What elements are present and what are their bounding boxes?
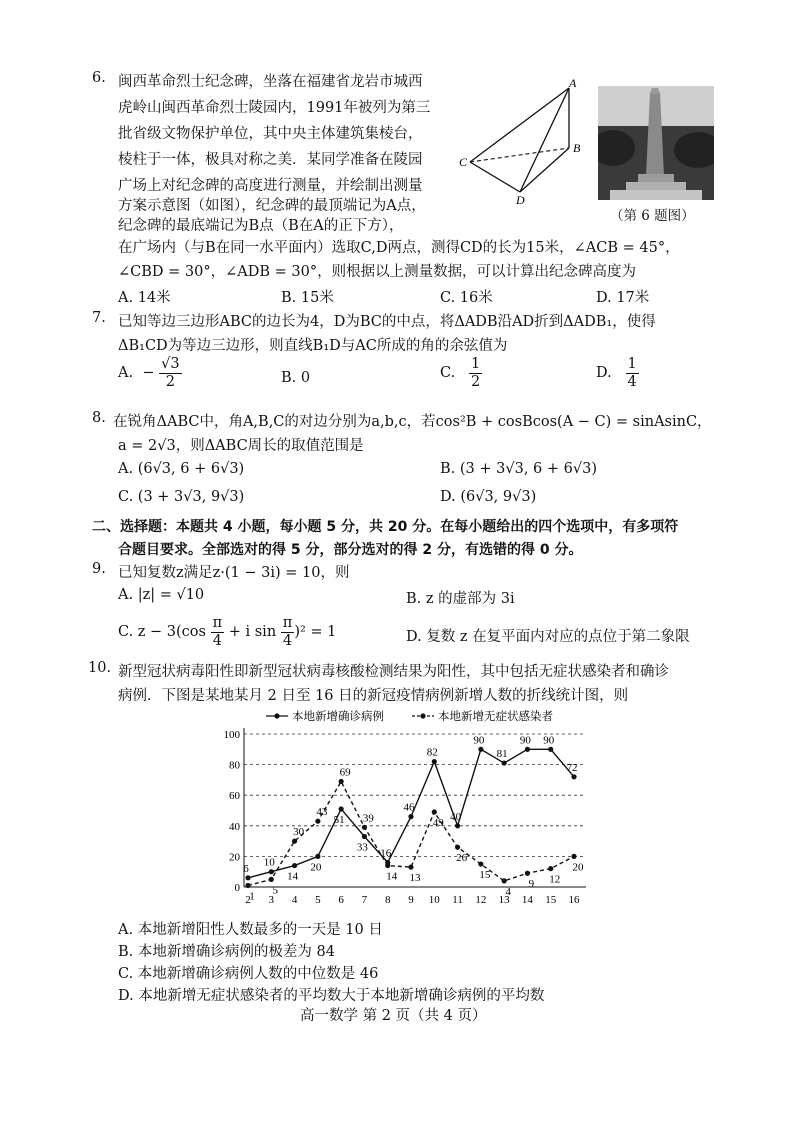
point-a-label: A <box>569 76 577 90</box>
y-tick-60: 60 <box>229 790 240 803</box>
point-confirmed-13 <box>502 760 507 765</box>
point-confirmed-2 <box>245 875 250 880</box>
data-label-asymptomatic-15: 12 <box>549 873 561 886</box>
q6-line-6: 方案示意图（如图），纪念碑的最顶端记为A点， <box>118 198 426 214</box>
q9-option-c <box>118 615 336 649</box>
point-confirmed-6 <box>339 806 344 811</box>
q9-option-b: B. z 的虚部为 3i <box>406 591 515 607</box>
q9-c-pi-2: π <box>282 615 293 631</box>
x-tick-2: 2 <box>245 894 251 906</box>
q6-line-1: 闽西革命烈士纪念碑，坐落在福建省龙岩市城西 <box>118 74 423 90</box>
q6-line-3: 批省级文物保护单位，其中央主体建筑集棱台， <box>118 126 423 142</box>
y-tick-100: 100 <box>223 729 240 741</box>
data-label-asymptomatic-13: 4 <box>505 885 511 898</box>
data-label-confirmed-10: 82 <box>426 746 438 759</box>
q7-c-label: C. <box>440 365 456 382</box>
data-label-confirmed-3: 10 <box>263 856 275 869</box>
q6-line-5: 广场上对纪念碑的高度进行测量，并绘制出测量 <box>118 178 423 194</box>
data-label-asymptomatic-8: 14 <box>386 870 398 883</box>
data-label-asymptomatic-7: 39 <box>362 812 374 825</box>
point-c-label: C <box>459 155 468 169</box>
x-tick-5: 5 <box>315 894 321 906</box>
x-tick-16: 16 <box>568 894 580 906</box>
point-confirmed-15 <box>548 747 553 752</box>
x-tick-3: 3 <box>268 894 275 906</box>
q8-line-1: 在锐角ΔABC中，角A,B,C的对边分别为a,b,c，若cos²B + cosBcos(A − C) = sinAsinC， <box>113 414 712 430</box>
q6-line-4: 棱柱于一体，极具对称之美．某同学准备在陵园 <box>118 152 423 168</box>
section-2-heading: 二、选择题：本题共 4 小题，每小题 5 分，共 20 分。在每小题给出的四个选项中，有多项符 <box>92 519 679 535</box>
data-label-confirmed-4: 14 <box>287 870 299 883</box>
point-asymptomatic-10 <box>432 809 437 814</box>
point-b-label: B <box>573 141 581 155</box>
q9-number: 9. <box>92 561 106 577</box>
q7-a-num: √3 <box>161 356 180 372</box>
q10-option-d: D. 本地新增无症状感染者的平均数大于本地新增确诊病例的平均数 <box>118 988 545 1004</box>
data-label-asymptomatic-14: 9 <box>528 878 535 891</box>
q7-line-2: ΔB₁CD为等边三边形，则直线B₁D与AC所成的角的余弦值为 <box>118 338 508 354</box>
point-asymptomatic-14 <box>525 871 530 876</box>
x-tick-12: 12 <box>475 894 487 906</box>
q6-option-d: D. 17米 <box>596 290 650 306</box>
point-asymptomatic-11 <box>455 845 460 850</box>
point-asymptomatic-16 <box>571 854 576 859</box>
x-tick-7: 7 <box>361 894 368 906</box>
data-label-confirmed-2: 6 <box>243 862 249 875</box>
chart-legend <box>266 709 553 723</box>
point-d-label: D <box>516 193 525 206</box>
legend-confirmed: 本地新增确诊病例 <box>292 711 384 723</box>
q6-line-9: ∠CBD = 30°，∠ADB = 30°，则根据以上测量数据，可以计算出纪念碑高度为 <box>118 264 637 280</box>
q6-option-c: C. 16米 <box>440 290 493 306</box>
x-tick-6: 6 <box>338 894 344 906</box>
q6-option-a: A. 14米 <box>118 290 171 306</box>
data-label-confirmed-14: 90 <box>519 734 531 747</box>
q6-line-2: 虎岭山闽西革命烈士陵园内，1991年被列为第三 <box>118 100 431 116</box>
q7-option-d <box>596 356 639 390</box>
data-label-asymptomatic-11: 26 <box>456 852 468 865</box>
data-label-confirmed-5: 20 <box>310 861 322 874</box>
q7-d-num: 1 <box>627 356 637 372</box>
q6-figure-caption: （第 6 题图） <box>610 208 695 224</box>
q10-option-a: A. 本地新增阳性人数最多的一天是 10 日 <box>118 922 383 938</box>
q7-d-den: 4 <box>627 373 637 390</box>
monument-icon <box>598 86 714 200</box>
q8-option-c: C. (3 + 3√3, 9√3) <box>118 489 245 505</box>
q9-c-four-1: 4 <box>212 632 222 649</box>
q9-option-a: A. |z| = √10 <box>118 587 205 603</box>
q10-line-chart <box>218 704 618 914</box>
q7-a-den: 2 <box>165 373 175 390</box>
q10-number: 10. <box>88 660 112 676</box>
q9-option-d: D. 复数 z 在复平面内对应的点位于第二象限 <box>406 629 690 645</box>
q8-number: 8. <box>92 410 106 426</box>
q6-line-8: 在广场内（与B在同一水平面内）选取C,D两点，测得CD的长为15米，∠ACB = 45°， <box>118 240 680 256</box>
point-asymptomatic-6 <box>339 779 344 784</box>
data-label-confirmed-6: 51 <box>333 813 345 826</box>
monument-photo <box>598 86 714 200</box>
y-tick-20: 20 <box>229 851 240 864</box>
data-label-confirmed-11: 40 <box>450 810 462 823</box>
point-confirmed-10 <box>432 759 437 764</box>
q8-option-b: B. (3 + 3√3, 6 + 6√3) <box>440 461 597 477</box>
q10-line-1: 新型冠状病毒阳性即新型冠状病毒核酸检测结果为阳性，其中包括无症状感染者和确诊 <box>118 664 669 680</box>
q7-a-label: A. <box>118 365 134 382</box>
q7-line-1: 已知等边三边形ABC的边长为4，D为BC的中点，将ΔADB沿AD折到ΔADB₁，使得 <box>118 314 656 330</box>
point-confirmed-16 <box>571 774 576 779</box>
x-tick-9: 9 <box>408 894 414 906</box>
q10-line-2: 病例．下图是某地某月 2 日至 16 日的新冠疫情病例新增人数的折线统计图，则 <box>118 688 629 704</box>
point-confirmed-9 <box>408 814 413 819</box>
x-tick-8: 8 <box>384 894 391 906</box>
data-label-asymptomatic-3: 5 <box>272 884 279 897</box>
point-asymptomatic-13 <box>502 878 507 883</box>
point-asymptomatic-8 <box>385 863 390 868</box>
q6-pyramid-figure <box>456 76 592 206</box>
data-label-asymptomatic-6: 69 <box>339 766 351 779</box>
data-label-confirmed-12: 90 <box>473 734 485 747</box>
q9-stem: 已知复数z满足z·(1 − 3i) = 10，则 <box>118 565 350 581</box>
legend-asymptomatic: 本地新增无症状感染者 <box>438 711 553 723</box>
data-label-confirmed-15: 90 <box>543 734 555 747</box>
q8-line-2: a = 2√3，则ΔABC周长的取值范围是 <box>118 438 364 454</box>
data-label-asymptomatic-5: 43 <box>316 806 328 819</box>
q9-c-four-2: 4 <box>282 632 293 649</box>
q6-number: 6. <box>92 70 106 86</box>
point-asymptomatic-12 <box>478 861 483 866</box>
q9-c-pre: C. z − 3(cos <box>118 624 206 641</box>
point-asymptomatic-3 <box>269 877 274 882</box>
data-label-asymptomatic-2: 1 <box>249 890 255 903</box>
data-label-confirmed-8: 16 <box>380 847 392 860</box>
data-label-asymptomatic-12: 15 <box>479 869 491 882</box>
page-footer: 高一数学 第 2 页（共 4 页） <box>300 1008 487 1024</box>
y-tick-0: 0 <box>234 882 240 894</box>
point-confirmed-12 <box>478 747 483 752</box>
x-tick-13: 13 <box>498 894 510 906</box>
data-label-confirmed-13: 81 <box>496 748 508 761</box>
q10-option-c: C. 本地新增确诊病例人数的中位数是 46 <box>118 966 379 982</box>
q6-option-b: B. 15米 <box>281 290 334 306</box>
point-confirmed-3 <box>269 869 274 874</box>
x-tick-15: 15 <box>545 894 557 906</box>
q7-a-sign: − <box>142 365 155 382</box>
x-tick-14: 14 <box>521 894 533 906</box>
data-label-asymptomatic-4: 30 <box>293 826 305 839</box>
q7-number: 7. <box>92 310 106 326</box>
y-tick-40: 40 <box>229 820 240 833</box>
q7-d-label: D. <box>596 365 612 382</box>
y-tick-80: 80 <box>229 759 240 772</box>
x-tick-4: 4 <box>291 894 298 906</box>
data-label-confirmed-7: 33 <box>356 841 368 854</box>
q6-line-7: 纪念碑的最底端记为B点（B在A的正下方）， <box>118 218 404 234</box>
q8-option-a: A. (6√3, 6 + 6√3) <box>118 461 245 477</box>
point-asymptomatic-15 <box>548 866 553 871</box>
q9-c-post: )² = 1 <box>294 624 337 641</box>
q7-option-c <box>440 356 482 390</box>
q7-c-num: 1 <box>471 356 481 372</box>
q7-c-den: 2 <box>471 373 481 390</box>
q10-option-b: B. 本地新增确诊病例的极差为 84 <box>118 944 335 960</box>
data-label-asymptomatic-9: 13 <box>409 872 421 885</box>
data-label-confirmed-16: 72 <box>566 761 578 774</box>
point-asymptomatic-4 <box>292 839 297 844</box>
point-asymptomatic-7 <box>362 825 367 830</box>
point-asymptomatic-2 <box>245 883 250 888</box>
point-confirmed-7 <box>362 834 367 839</box>
point-confirmed-11 <box>455 823 460 828</box>
q7-option-a <box>118 356 182 390</box>
x-tick-11: 11 <box>452 894 463 906</box>
q9-c-pi-1: π <box>212 615 223 631</box>
point-asymptomatic-5 <box>315 819 320 824</box>
data-label-asymptomatic-16: 20 <box>572 861 584 874</box>
point-confirmed-4 <box>292 863 297 868</box>
x-tick-10: 10 <box>428 894 440 906</box>
q7-option-b: B. 0 <box>281 370 311 386</box>
section-2-heading-line-2: 合题目要求。全部选对的得 5 分，部分选对的得 2 分，有选错的得 0 分。 <box>118 542 583 558</box>
q9-c-mid: + i sin <box>224 624 277 641</box>
q8-option-d: D. (6√3, 9√3) <box>440 489 537 505</box>
data-label-asymptomatic-10: 49 <box>432 817 444 830</box>
point-confirmed-5 <box>315 854 320 859</box>
point-confirmed-14 <box>525 747 530 752</box>
point-asymptomatic-9 <box>408 865 413 870</box>
data-label-confirmed-9: 46 <box>403 801 415 814</box>
